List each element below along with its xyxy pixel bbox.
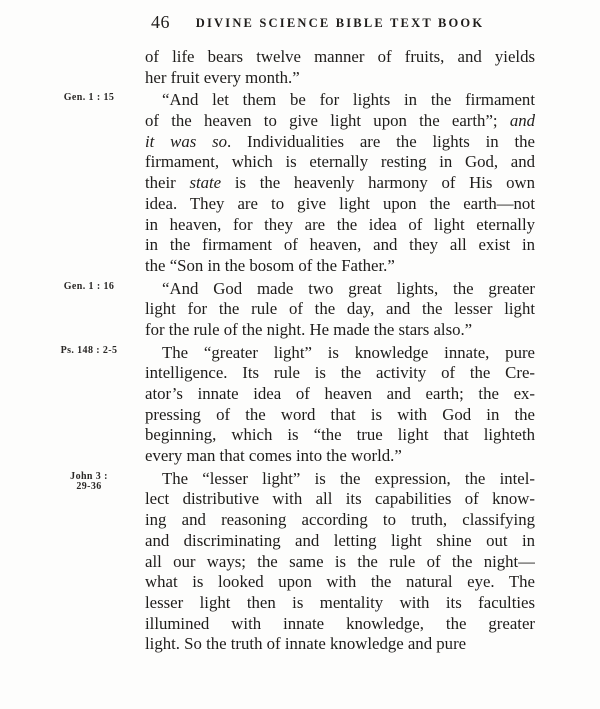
text-segment: of life bears twelve manner of fruits, and yields [145,47,535,66]
text-segment: illumined with innate knowledge, the greater [145,613,535,633]
text-line [145,531,535,552]
page-number: 46 [151,12,170,32]
text-line [145,614,535,635]
paragraph [70,468,535,655]
page-body [60,47,535,657]
paragraph [60,342,535,467]
text-segment: their [145,173,190,193]
text-segment: “And God made two great lights, the greater [162,278,535,298]
text-line [145,572,535,593]
text-segment: in heaven, for they are the idea of light eternally [145,214,535,234]
italic-text: state [189,173,222,193]
text-line [145,446,535,467]
text-segment: the “Son in the bosom of the Father.” [145,255,395,275]
text-line [145,215,535,236]
page-header [0,0,600,40]
text-segment: ing and reasoning according to truth, classifying [145,510,535,530]
paragraph [63,278,535,341]
text-segment: every man that comes into the world.” [145,446,402,466]
text-segment: ator’s innate idea of heaven and earth; the ex- [145,384,535,403]
text-line [145,299,535,320]
text-segment: The “greater light” is knowledge innate, pure [162,342,535,362]
text-line [145,90,535,111]
margin-note-line: Ps. 148 : 2-5 [60,344,118,356]
text-line [145,320,535,341]
text-segment: and discriminating and letting light shine out in [145,530,535,550]
text-segment: The “lesser light” is the expression, the intel- [162,468,535,488]
text-line [145,279,535,300]
text-segment: lect distributive with all its capabilities of know- [145,489,535,509]
text-segment: light. So the truth of innate knowledge and pure [145,634,467,654]
text-line [145,173,535,194]
margin-note-line: Gen. 1 : 15 [63,92,115,104]
margin-note-line: 29-36 [76,481,102,493]
text-line [145,634,535,655]
text-line [145,469,535,490]
margin-note-scripture-reference [49,282,129,293]
text-segment: beginning, which is “the true light that lighteth [145,425,535,445]
text-segment: idea. They are to give light upon the earth—not [145,193,535,213]
text-segment: light for the rule of the day, and the lesser light [145,299,535,319]
margin-note-scripture-reference [49,472,129,493]
text-segment: all our ways; the same is the rule of the night— [145,551,535,571]
text-segment: intelligence. Its rule is the activity of the Cre- [145,363,535,383]
text-line [145,489,535,510]
text-segment: her fruit every month.” [145,67,300,87]
text-line [145,363,535,384]
text-segment: . Individualities are the lights in the [227,131,535,151]
text-segment: is the heavenly harmony of His own [221,173,535,193]
italic-text: it was so [145,131,228,151]
text-segment: lesser light then is mentality with its faculties [145,592,535,612]
text-segment: of the heaven to give light upon the earth”; [145,111,510,131]
text-line [145,68,535,89]
text-line [145,593,535,614]
text-line [145,132,535,153]
margin-note-scripture-reference [49,93,129,104]
text-line [145,384,535,405]
text-line [145,425,535,446]
running-title: DIVINE SCIENCE BIBLE TEXT BOOK [195,16,485,30]
text-line [145,235,535,256]
text-line [145,152,535,173]
text-line [145,194,535,215]
text-line [145,510,535,531]
text-line [145,552,535,573]
text-line [145,47,535,68]
margin-note-scripture-reference [49,346,129,357]
text-segment: firmament, which is eternally resting in God, and [145,152,535,172]
text-line [145,256,535,277]
text-line [145,111,535,132]
text-line [145,343,535,364]
paragraph [63,90,535,276]
text-segment: “And let them be for lights in the firmament [162,90,535,110]
text-line [145,405,535,426]
italic-text: and [509,111,535,131]
margin-note-line: John 3 : [70,470,108,482]
text-segment: what is looked upon with the natural eye. The [145,572,535,592]
text-segment: for the rule of the night. He made the stars also.” [145,319,473,339]
margin-note-line: Gen. 1 : 16 [63,280,115,292]
text-segment: in the firmament of heaven, and they all exist in [145,235,535,255]
paragraph [145,47,535,88]
text-segment: pressing of the word that is with God in the [145,404,535,424]
